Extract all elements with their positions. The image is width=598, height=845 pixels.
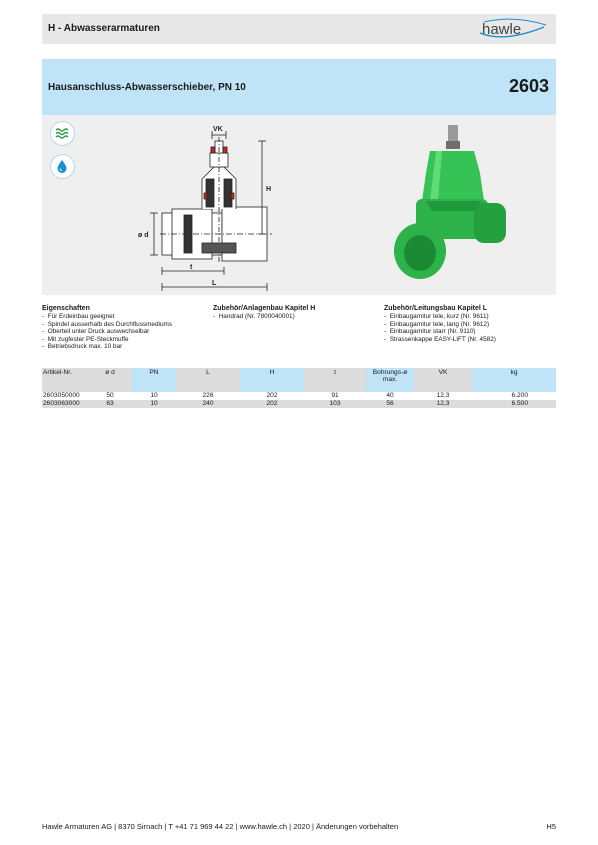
col-header: Artikel-Nr. — [42, 368, 88, 392]
table-row — [42, 400, 556, 408]
accessory-item: - Einbaugarnitur starr (Nr. 9110) — [384, 328, 476, 335]
properties-column — [42, 305, 207, 351]
accessory-item: - Einbaugarnitur tele, kurz (Nr. 9611) — [384, 313, 489, 320]
product-band — [42, 59, 556, 115]
page-number: H5 — [546, 822, 556, 831]
product-image-area — [42, 115, 556, 295]
cell: 202 — [240, 400, 304, 408]
product-title: Hausanschluss-Abwasserschieber, PN 10 — [48, 82, 246, 93]
dim-od: ø d — [138, 232, 149, 239]
property-item: - Betriebsdruck max. 10 bar — [42, 343, 123, 350]
col-header: ø d — [88, 368, 132, 392]
property-item: - Für Erdeinbau geeignet — [42, 313, 115, 320]
dim-vk: VK — [213, 126, 223, 133]
accessories-h-heading: Zubehör/Anlagenbau Kapitel H — [213, 305, 316, 312]
accessories-l-heading: Zubehör/Leitungsbau Kapitel L — [384, 305, 488, 312]
cell: 10 — [132, 392, 176, 400]
dim-t: t — [190, 264, 193, 271]
wastewater-badge — [50, 121, 75, 146]
cell-kg: 6.200 — [472, 392, 556, 400]
technical-drawing — [132, 123, 332, 295]
spec-table — [42, 368, 556, 408]
cell: 63 — [88, 400, 132, 408]
accessories-l-column — [384, 305, 556, 343]
cell: 91 — [304, 392, 366, 400]
wastewater-icon — [54, 125, 70, 141]
valve-photo — [382, 121, 522, 289]
table-row — [42, 392, 556, 400]
cell: 12,3 — [414, 400, 472, 408]
cell-article: 2603063000 — [42, 400, 88, 408]
accessory-item: - Strassenkappe EASY-LIFT (Nr. 4582) — [384, 335, 496, 343]
dim-h: H — [266, 186, 272, 193]
drinking-water-badge — [50, 154, 75, 179]
section-title: H - Abwasserarmaturen — [48, 23, 160, 34]
property-item: - Mit zugfester PE-Steckmuffe — [42, 335, 129, 343]
cell-kg: 6.500 — [472, 400, 556, 408]
property-item: - Spindel ausserhalb des Durchflussmediums — [42, 320, 173, 328]
col-header: L — [176, 368, 240, 392]
property-item: - Oberteil unter Druck auswechselbar — [42, 328, 150, 335]
col-header: t — [304, 368, 366, 392]
cell: 56 — [366, 400, 414, 408]
properties-heading: Eigenschaften — [42, 305, 90, 312]
accessory-item: - Einbaugarnitur tele, lang (Nr. 9612) — [384, 320, 490, 328]
cell: 50 — [88, 392, 132, 400]
cell: 103 — [304, 400, 366, 408]
cell: 10 — [132, 400, 176, 408]
cell: 40 — [366, 392, 414, 400]
product-code: 2603 — [508, 76, 549, 96]
col-header: kg — [472, 368, 556, 392]
table-header-row — [42, 368, 556, 392]
accessories-h-column — [213, 305, 378, 321]
cell: 240 — [176, 400, 240, 408]
cell: 12,3 — [414, 392, 472, 400]
col-header: H — [240, 368, 304, 392]
col-header: Bohrungs-ø max. — [366, 368, 414, 392]
logo-text: hawle — [482, 21, 522, 38]
cell-article: 2603050000 — [42, 392, 88, 400]
water-drop-icon — [54, 158, 70, 174]
col-header: PN — [132, 368, 176, 392]
cell: 226 — [176, 392, 240, 400]
cell: 202 — [240, 392, 304, 400]
footer-text: Hawle Armaturen AG | 8370 Sirnach | T +41 71 969 44 22 | www.hawle.ch | 2020 | Änderungen vorbehalten — [42, 822, 399, 831]
col-header: VK — [414, 368, 472, 392]
dim-l: L — [212, 280, 217, 287]
accessory-item: - Handrad (Nr. 7800040001) — [213, 313, 295, 320]
hawle-logo — [474, 17, 550, 41]
section-header — [42, 14, 556, 44]
